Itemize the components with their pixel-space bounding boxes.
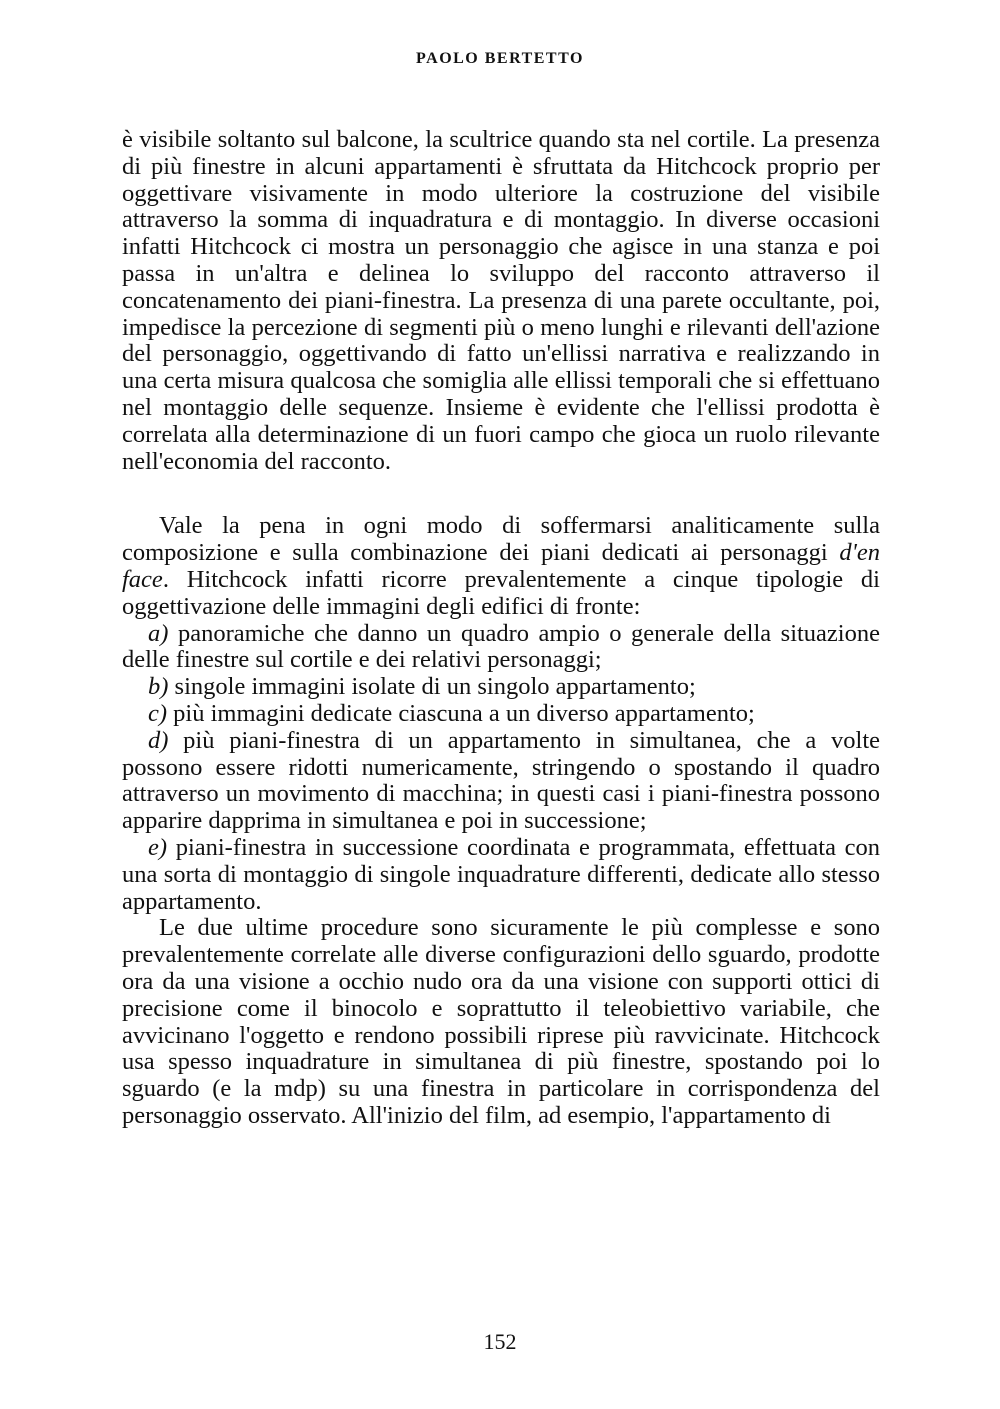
list-item-b [122, 674, 880, 701]
page-number: 152 [483, 1329, 517, 1354]
list-item-e [122, 835, 880, 915]
list-marker-c: c) [148, 699, 168, 727]
paragraph-1: è visibile soltanto sul balcone, la scultrice quando sta nel cortile. La presenza di più finestre in alcuni appartamenti è sfruttata da Hitchcock proprio per oggettivare visivamente in modo ulteriore la costruzione del visibile attraverso la somma di inquadratura e di montaggio. In diverse occasioni infatti Hitchcock ci mostra un personaggio che agisce in una stanza e poi passa in un'altra e delinea lo sviluppo del racconto attraverso il concatenamento dei piani-finestra. La presenza di una parete occultante, poi, impedisce la percezione di segmenti più o meno lunghi e rilevanti dell'azione del personaggio, oggettivando di fatto un'ellissi narrativa e realizzando in una certa misura qualcosa che somiglia alle ellissi temporali che si effettuano nel montaggio delle sequenze. Insieme è evidente che l'ellissi prodotta è correlata alla determinazione di un fuori campo che gioca un ruolo rilevante nell'economia del racconto. [122, 126, 880, 475]
list-item-c [122, 701, 880, 728]
body-text [122, 127, 880, 1130]
list-marker-d: d) [148, 726, 169, 754]
list-text-c: più immagini dedicate ciascuna a un diverso appartamento; [167, 699, 755, 727]
section-gap [122, 475, 880, 513]
paragraph-2-text-a: Vale la pena in ogni modo di soffermarsi analiticamente sulla composizione e sulla combinazione dei piani dedicati ai personaggi [122, 512, 880, 567]
paragraph-2-text-b: . Hitchcock infatti ricorre prevalentemente a cinque tipologie di oggettivazione delle immagini degli edifici di fronte: [122, 565, 880, 620]
list-item-a [122, 621, 880, 675]
paragraph-2-italic: d'en face [122, 539, 880, 593]
list-text-d: più piani-finestra di un appartamento in simultanea, che a volte possono essere ridotti numericamente, stringendo o spostando il quadro attraverso un movimento di macchina; in questi casi i piani-finestra possono apparire dapprima in simultanea e poi in successione; [122, 726, 880, 835]
list-text-e: piani-finestra in successione coordinata e programmata, effettuata con una sorta di montaggio di singole inquadrature differenti, dedicate allo stesso appartamento. [122, 833, 880, 915]
running-head: PAOLO BERTETTO [416, 50, 584, 67]
list-marker-a: a) [148, 619, 169, 647]
paragraph-3: Le due ultime procedure sono sicuramente le più complesse e sono prevalentemente correlate alle diverse configurazioni dello sguardo, prodotte ora da una visione a occhio nudo ora da una visione con supporti ottici di precisione come il binocolo e soprattutto il teleobiettivo variabile, che avvicinano l'oggetto e rendono possibili riprese più ravvicinate. Hitchcock usa spesso inquadrature in simultanea di più finestre, spostando poi lo sguardo (e la mdp) su una finestra in particolare in corrispondenza del personaggio osservato. All'inizio del film, ad esempio, l'appartamento di [122, 914, 880, 1129]
list-text-b: singole immagini isolate di un singolo appartamento; [168, 673, 696, 701]
paragraph-2 [122, 513, 880, 620]
list-text-a: panoramiche che danno un quadro ampio o generale della situazione delle finestre sul cortile e dei relativi personaggi; [122, 619, 880, 674]
list-item-d [122, 728, 880, 835]
list-marker-b: b) [148, 673, 169, 701]
list-marker-e: e) [148, 833, 168, 861]
